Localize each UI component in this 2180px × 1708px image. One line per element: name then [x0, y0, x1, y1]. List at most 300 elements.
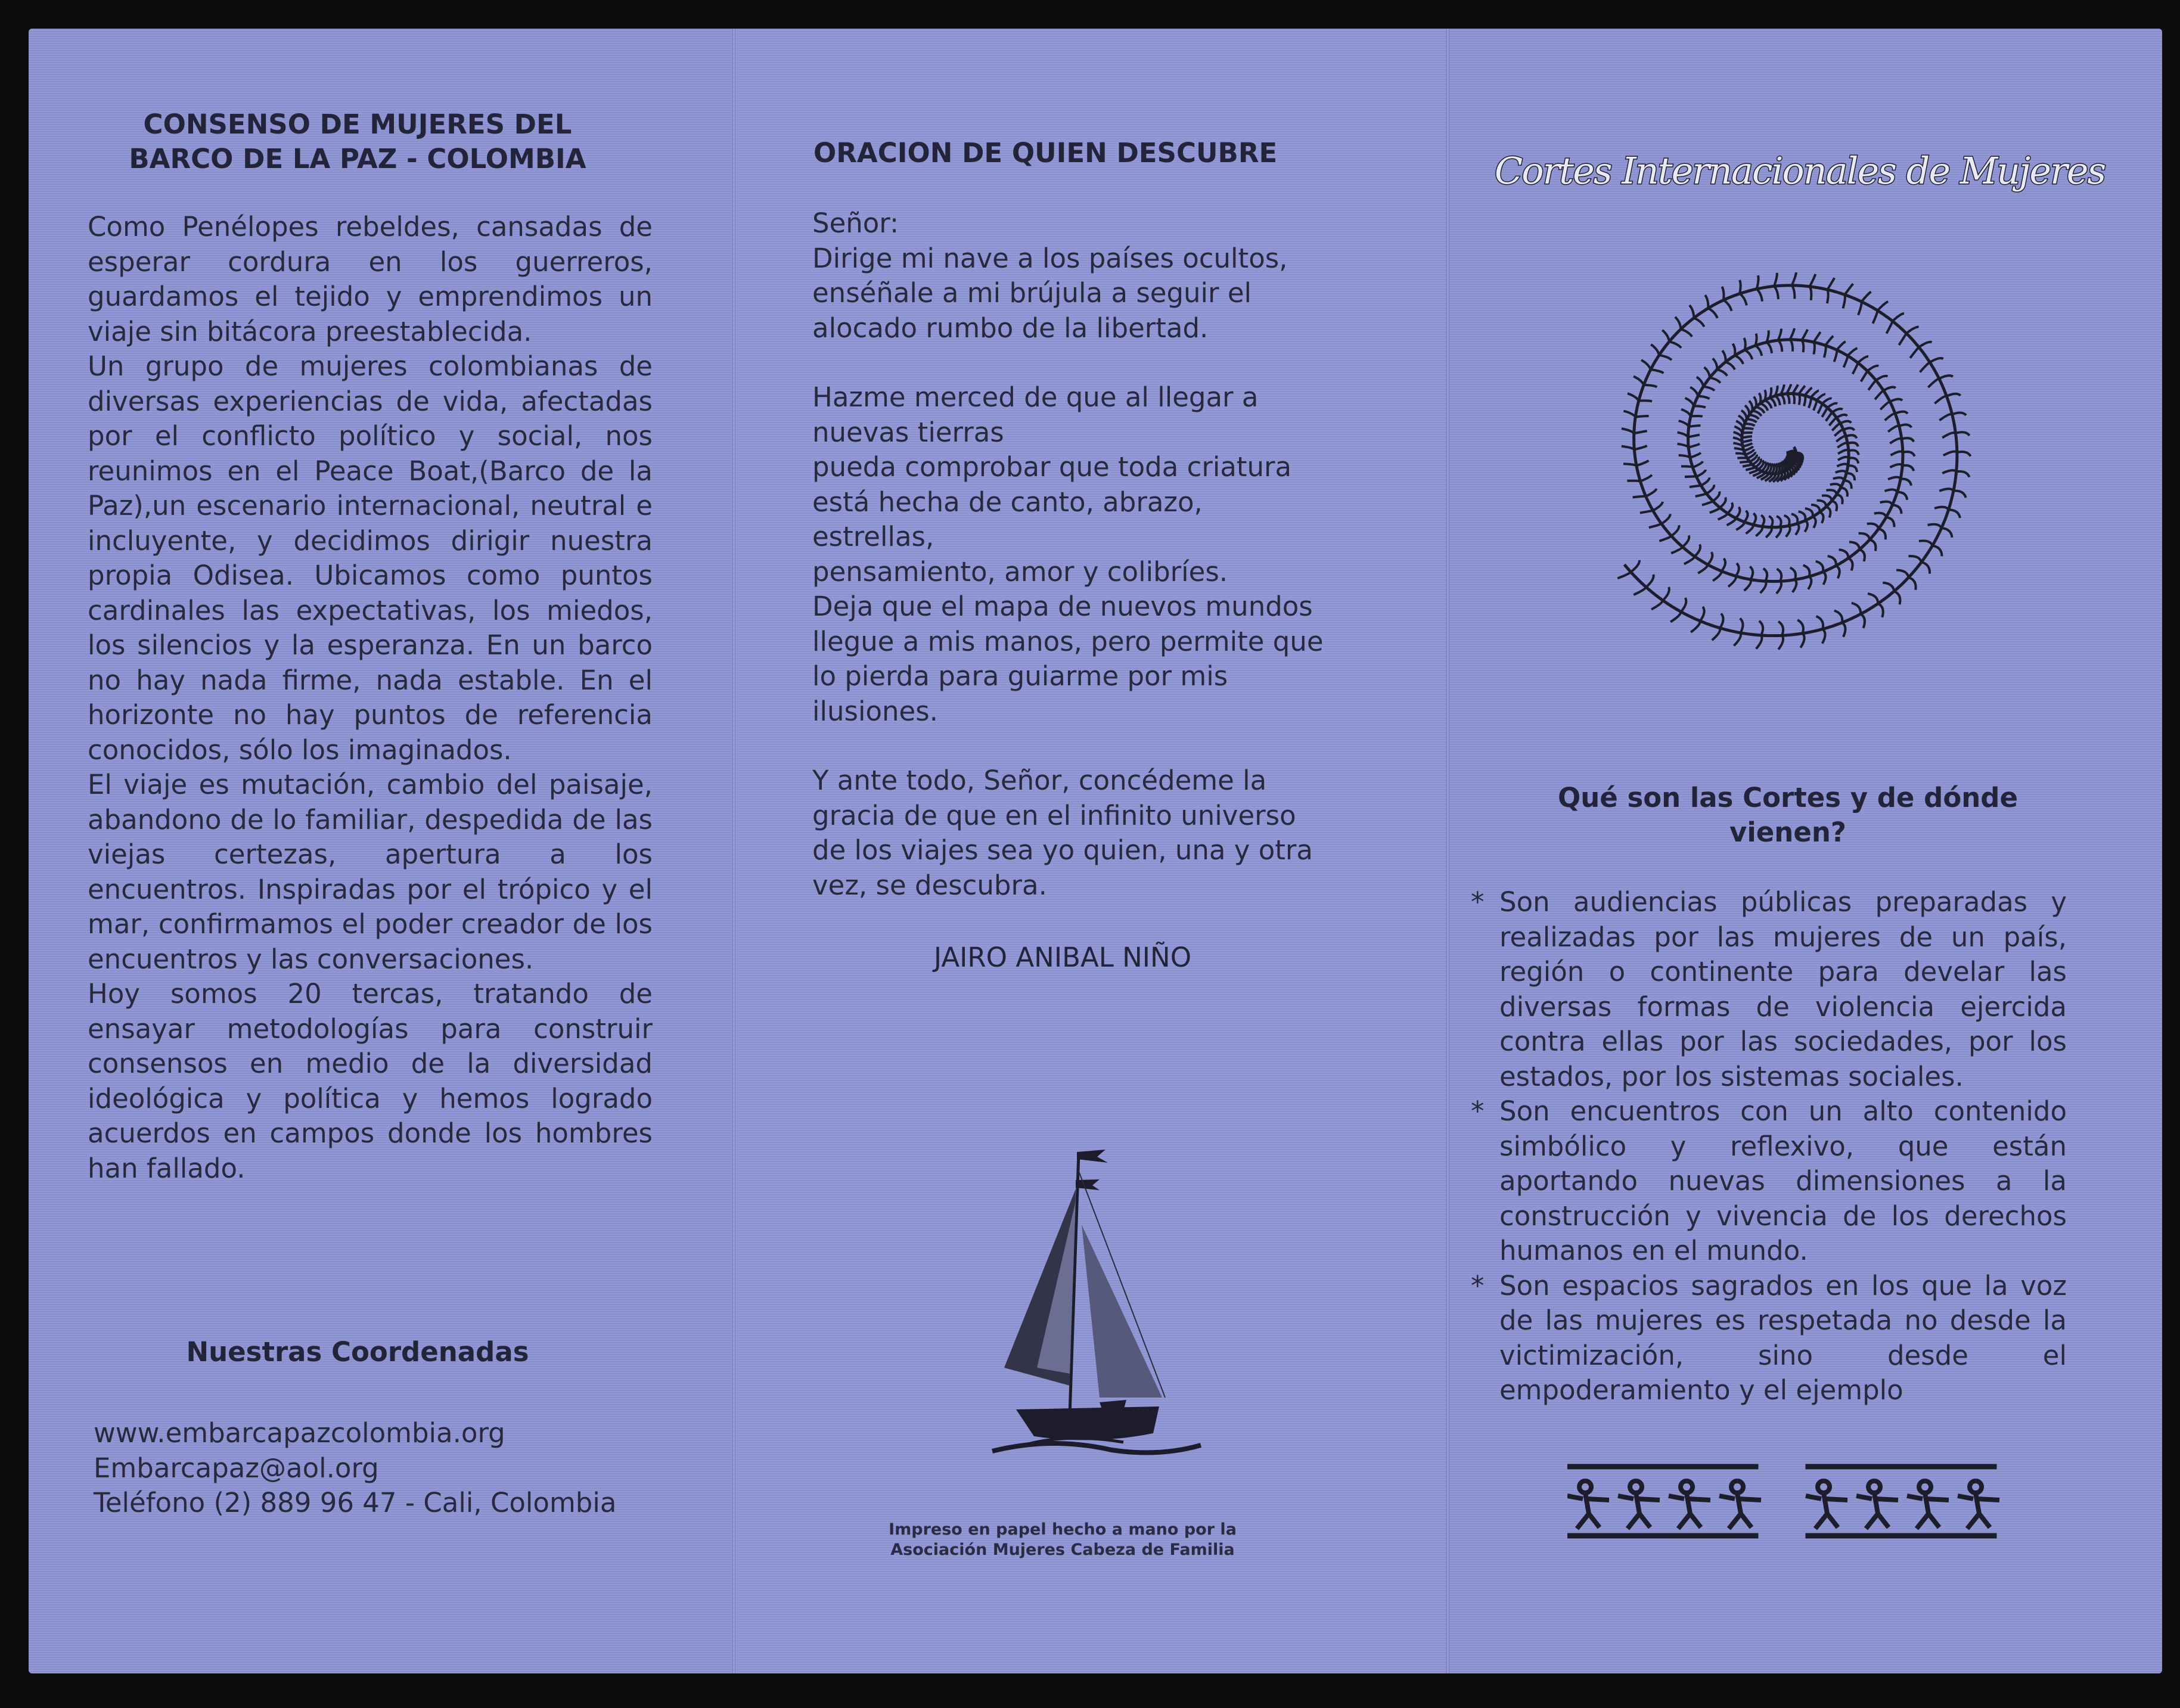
spiral-leaf	[1825, 336, 1833, 346]
spiral-leaf	[1834, 611, 1843, 623]
spiral-leaf	[1744, 338, 1745, 350]
panel1-paragraph: El viaje es mutación, cambio del paisaje, abandono de lo familiar, despedida de las viejas certezas, apertura a los encuentros. Inspiradas por el trópico y el mar, confirmamos el poder creador de los encuentros y las conversaciones.	[88, 769, 653, 975]
list-item	[1471, 1094, 2067, 1269]
spiral-leaf	[1808, 576, 1811, 589]
spiral-leaf	[1635, 416, 1648, 417]
spiral-leaf	[1942, 528, 1952, 538]
spiral-leaf	[1708, 308, 1718, 318]
spiral-leaf	[1746, 467, 1755, 470]
spiral-leaf	[1832, 409, 1843, 412]
spiral-leaf	[1833, 477, 1844, 480]
spiral-leaf	[1928, 379, 1939, 388]
spiral-leaf	[1804, 396, 1805, 406]
spiral-leaf	[1743, 465, 1753, 467]
spiral-leaf	[1819, 512, 1823, 523]
spiral-leaf	[1700, 607, 1704, 621]
spiral-leaf	[1844, 356, 1848, 367]
spiral-leaf	[1694, 318, 1704, 327]
spiral-leaf	[1694, 406, 1706, 408]
bullet-star: *	[1471, 886, 1485, 918]
spiral-leaf	[1740, 619, 1743, 633]
spiral-leaf	[1862, 292, 1871, 302]
spiral-leaf	[1790, 328, 1794, 340]
spiral-leaf	[1832, 423, 1840, 430]
spiral-leaf	[1895, 412, 1908, 414]
spiral-leaf	[1769, 516, 1772, 527]
spiral-leaf	[1765, 390, 1766, 400]
spiral-leaf	[1671, 547, 1682, 554]
spiral-leaf	[1930, 358, 1943, 362]
spiral-leaf	[1710, 378, 1721, 383]
frieze-border	[1567, 1533, 1758, 1538]
panel1-body	[88, 210, 653, 1186]
spiral-leaf	[1878, 302, 1889, 310]
spiral-leaf	[1902, 465, 1914, 471]
spiral-leaf	[1651, 344, 1659, 355]
spiral-leaf	[1939, 375, 1953, 378]
bullet-star: *	[1471, 1269, 1485, 1302]
spiral-leaf	[1799, 511, 1806, 520]
spiral-leaf	[1713, 571, 1722, 580]
spiral-leaf	[1777, 516, 1781, 527]
logo-text: Cortes Internacionales de Mujeres	[1494, 149, 2106, 192]
spiral-leaf	[1826, 507, 1831, 518]
spiral-leaf	[1829, 418, 1836, 426]
spiral-leaf	[1744, 579, 1751, 591]
dancing-figure	[1719, 1481, 1761, 1529]
print-credit	[706, 1520, 1419, 1560]
spiral-leaf	[1736, 563, 1739, 576]
spiral-leaf	[1827, 403, 1837, 408]
spiral-leaf	[1811, 391, 1819, 398]
spiral-leaf	[1846, 473, 1855, 480]
spiral-leaf	[1746, 524, 1753, 533]
spiral-leaf	[1790, 340, 1793, 352]
spiral-leaf	[1884, 489, 1897, 492]
spiral-leaf	[1816, 394, 1825, 400]
panel1-title-line2: BARCO DE LA PAZ - COLOMBIA	[129, 143, 586, 175]
spiral-leaf	[1710, 508, 1720, 513]
spiral-leaf	[1844, 284, 1853, 294]
spiral-leaf	[1843, 295, 1845, 309]
spiral-leaf	[1718, 513, 1728, 519]
spiral-leaf	[1870, 540, 1875, 551]
website-link[interactable]: www.embarcapazcolombia.org	[94, 1417, 505, 1449]
spiral-leaf	[1876, 376, 1888, 380]
spiral-leaf	[1954, 491, 1966, 498]
credit-line2: Asociación Mujeres Cabeza de Familia	[890, 1541, 1235, 1559]
spiral-leaf	[1681, 329, 1693, 337]
spiral-leaf	[1705, 295, 1708, 308]
spiral-leaf	[1663, 587, 1669, 600]
spiral-leaf	[1791, 514, 1797, 523]
spiral-leaf	[1702, 501, 1713, 505]
spiral-leaf	[1627, 481, 1640, 482]
poem-author: JAIRO ANIBAL NIÑO	[933, 942, 1192, 973]
spiral-leaf	[1838, 450, 1849, 454]
spiral-leaf	[1754, 397, 1756, 407]
spiral-leaf	[1774, 286, 1778, 299]
spiral-leaf	[1836, 436, 1846, 442]
spiral-leaf	[1858, 356, 1869, 363]
spiral-leaf	[1669, 341, 1681, 348]
spiral-leaf	[1651, 369, 1664, 373]
spiral-leaf	[1636, 461, 1649, 466]
spiral-leaf	[1867, 366, 1878, 371]
spiral-leaf	[1837, 443, 1847, 448]
spiral-leaf	[1623, 464, 1636, 465]
spiral-leaf	[1892, 505, 1901, 514]
spiral-leaf	[1946, 394, 1960, 396]
spiral-leaf	[1891, 451, 1903, 455]
spiral-leaf	[1766, 527, 1772, 538]
spiral-leaf	[1670, 612, 1681, 622]
dancing-figure	[1567, 1481, 1609, 1529]
spiral-leaf	[1810, 274, 1816, 287]
spiral-leaf	[1799, 395, 1800, 405]
spiral-leaf	[1659, 355, 1672, 360]
spiral-leaf	[1793, 394, 1794, 405]
spiral-leaf	[1909, 577, 1916, 590]
spiral-leaf	[1837, 415, 1847, 418]
spiral-leaf	[1784, 515, 1790, 526]
panel2-title: ORACION DE QUIEN DESCUBRE	[813, 137, 1278, 169]
spiral-leaf	[1803, 565, 1810, 576]
spiral-leaf	[1766, 330, 1768, 342]
spiral-leaf	[1848, 465, 1857, 472]
spiral-leaf	[1792, 272, 1796, 285]
spiral-leaf	[1634, 446, 1647, 449]
spiral-leaf	[1838, 457, 1849, 460]
spiral-leaf	[1682, 536, 1689, 547]
poem-stanza: Hazme merced de que al llegar a nuevas tierras pueda comprobar que toda criatura está hecha de canto, abrazo, estrellas, pensamiento, amor y colibríes. Deja que el mapa de nuevos mundos llegue a mis manos, pero permite que lo pierda para guiarme por mis ilusiones.	[812, 381, 1324, 727]
spiral-leaf	[1834, 430, 1843, 436]
spiral-leaf	[1688, 444, 1700, 448]
spiral-leaf	[1874, 513, 1886, 517]
spiral-leaf	[1698, 396, 1709, 399]
spiral-leaf	[1713, 492, 1719, 501]
spiral-leaf	[1679, 421, 1689, 427]
spiral-leaf	[1799, 386, 1805, 394]
spiral-leaf	[1691, 621, 1700, 632]
spiral-leaf	[1701, 477, 1709, 485]
spiral-leaf	[1810, 287, 1812, 300]
spiral-leaf	[1684, 557, 1695, 564]
spiral-leaf	[1885, 414, 1895, 421]
spiral-leaf	[1800, 633, 1804, 648]
spiral-leaf	[1727, 518, 1736, 525]
spiral-leaf	[1750, 567, 1753, 580]
spiral-leaf	[1828, 556, 1836, 566]
spiral-leaf	[1822, 629, 1825, 644]
spiral-leaf	[1957, 452, 1971, 456]
spiral-leaf	[1839, 549, 1849, 558]
spiral-leaf	[1707, 485, 1715, 494]
spiral-leaf	[1818, 403, 1822, 414]
spiral-leaf	[1749, 401, 1753, 411]
spiral-leaf	[1633, 496, 1646, 498]
spiral-leaf	[1849, 458, 1858, 463]
list-item-text: Son encuentros con un alto contenido simbólico y reflexivo, que están aportando nuevas dimensiones a la construcción y vivencia de los derechos humanos en el mundo.	[1499, 1095, 2067, 1266]
spiral-leaf	[1792, 285, 1795, 299]
spiral-leaf	[1697, 470, 1706, 477]
spiral-leaf	[1836, 566, 1840, 578]
spiral-leaf	[1813, 332, 1821, 342]
frieze-border	[1806, 1533, 1996, 1538]
spiral-leaf	[1644, 385, 1657, 387]
spiral-leaf	[1847, 349, 1857, 356]
spiral-leaf	[1906, 327, 1919, 334]
coordinates-heading: Nuestras Coordenadas	[186, 1336, 529, 1368]
spiral-leaf	[1717, 369, 1727, 376]
spiral-leaf	[1735, 356, 1743, 364]
spiral-leaf	[1858, 302, 1862, 315]
spiral-leaf	[1690, 387, 1698, 396]
spiral-leaf	[1640, 511, 1653, 513]
spiral-leaf	[1689, 426, 1701, 427]
spiral-leaf	[1805, 521, 1808, 532]
spiral-leaf	[1639, 400, 1652, 401]
spiral-leaf	[1826, 490, 1836, 495]
spiral-leaf	[1813, 342, 1815, 354]
spiral-leaf	[1747, 419, 1757, 422]
contact-block	[94, 1416, 660, 1521]
spiral-leaf	[1704, 367, 1710, 378]
spiral-leaf	[1880, 502, 1893, 505]
spiral-leaf	[1899, 333, 1906, 345]
spiral-leaf	[1672, 525, 1679, 536]
spiral-leaf	[1745, 350, 1753, 359]
frieze-border	[1806, 1464, 1996, 1469]
spiral-leaf	[1649, 524, 1662, 527]
spiral-leaf	[1899, 425, 1912, 428]
spiral-leaf	[1837, 464, 1847, 467]
spiral-leaf	[1813, 517, 1816, 528]
spiral-leaf	[1949, 510, 1960, 518]
spiral-leaf	[1628, 393, 1639, 400]
panel1-title-line1: CONSENSO DE MUJERES DEL	[143, 108, 572, 140]
spiral-leaf	[1787, 394, 1790, 404]
spiral-leaf	[1893, 313, 1904, 321]
spiral-leaf	[1770, 387, 1772, 398]
spiral-leaf	[1830, 484, 1841, 487]
spiral-leaf	[1827, 278, 1834, 290]
spiral-leaf	[1868, 594, 1878, 604]
spiral-leaf	[1849, 542, 1859, 549]
spiral-leaf	[1698, 564, 1707, 573]
spiral-leaf	[1662, 330, 1669, 341]
spiral-leaf	[1919, 342, 1932, 347]
spiral-leaf	[1902, 438, 1914, 442]
spiral-leaf	[1742, 440, 1752, 442]
spiral-leaf	[1736, 507, 1740, 518]
spiral-leaf	[1690, 453, 1701, 458]
spiral-leaf	[1733, 344, 1735, 356]
fold-line	[1446, 29, 1449, 1673]
spiral-leaf	[1933, 546, 1942, 557]
spiral-leaf	[1897, 492, 1907, 500]
spiral-leaf	[1888, 477, 1900, 480]
list-item	[1471, 1269, 2067, 1408]
spiral-leaf	[1760, 581, 1766, 593]
spiral-leaf	[1759, 621, 1763, 635]
spiral-leaf	[1675, 317, 1681, 330]
spiral-leaf	[1743, 428, 1753, 430]
spiral-leaf	[1681, 466, 1693, 467]
spiral-leaf	[1744, 511, 1748, 522]
spiral-leaf	[1813, 400, 1816, 411]
spiral-leaf	[1859, 533, 1870, 540]
spiral-leaf	[1713, 358, 1718, 369]
question-line1: Qué son las Cortes y de dónde	[1557, 782, 2018, 813]
spiral-leaf	[1681, 598, 1687, 611]
spiral-leaf	[1852, 603, 1861, 614]
spiral-leaf	[1884, 387, 1896, 391]
spiral-leaf	[1848, 558, 1852, 571]
spiral-leaf	[1793, 580, 1797, 592]
spiral-leaf	[1703, 387, 1715, 391]
spiral-leaf	[1822, 399, 1832, 404]
spiral-leaf	[1723, 300, 1732, 311]
email-link[interactable]: Embarcapaz@aol.org	[94, 1452, 379, 1484]
spiral-leaf	[1942, 470, 1957, 473]
spiral-leaf	[1805, 388, 1812, 396]
spiral-leaf	[1919, 541, 1933, 545]
spiral-leaf	[1921, 562, 1930, 573]
sailboat-icon	[980, 1135, 1207, 1469]
spiral-leaf	[1749, 415, 1759, 419]
spiral-leaf	[1722, 350, 1726, 362]
spiral-leaf	[1756, 635, 1762, 649]
spiral-leaf	[1861, 371, 1868, 382]
spiral-leaf	[1823, 572, 1826, 585]
spiral-leaf	[1957, 471, 1970, 477]
spiral-leaf	[1763, 569, 1767, 581]
spiral-leaf	[1928, 524, 1942, 528]
cortes-list	[1471, 885, 2067, 1408]
spiral-leaf	[1840, 421, 1851, 424]
spiral-leaf	[1900, 479, 1911, 486]
cortes-logo	[1478, 130, 2122, 213]
spiral-leaf	[1745, 424, 1755, 426]
spiral-leaf	[1778, 635, 1783, 650]
spiral-leaf	[1743, 443, 1752, 447]
spiral-leaf	[1890, 439, 1902, 443]
spiral-leaf	[1651, 601, 1663, 610]
spiral-leaf	[1843, 428, 1854, 430]
spiral-leaf	[1824, 346, 1826, 358]
spiral-leaf	[1880, 402, 1890, 409]
fold-line	[732, 29, 735, 1673]
spiral-leaf	[1722, 558, 1725, 572]
spiral-leaf	[1886, 517, 1895, 527]
spiral-leaf	[1681, 409, 1691, 417]
spiral-leaf	[1766, 342, 1772, 353]
spiral-leaf	[1774, 273, 1777, 286]
panel1-paragraph: Como Penélopes rebeldes, cansadas de esperar cordura en los guerreros, guardamos el tejido y emprendimos un viaje sin bitácora preestablecida.	[88, 211, 653, 347]
spiral-leaf	[1622, 428, 1634, 433]
spiral-leaf	[1761, 515, 1764, 526]
frieze-border	[1567, 1464, 1758, 1469]
spiral-leaf	[1708, 552, 1713, 564]
spiral-leaf	[1797, 620, 1803, 633]
spiral-leaf	[1757, 275, 1759, 289]
spiral-leaf	[1646, 489, 1657, 496]
spiral-leaf	[1867, 524, 1878, 529]
spiral-leaf	[1873, 310, 1878, 324]
spiral-leaf	[1695, 545, 1700, 557]
spiral-leaf	[1868, 380, 1876, 390]
spiral-leaf	[1778, 622, 1783, 636]
spiral-leaf	[1735, 454, 1746, 455]
spiral-leaf	[1695, 493, 1707, 496]
spiral-leaf	[1910, 347, 1919, 358]
spiral-leaf	[1816, 616, 1824, 629]
spiral-leaf	[1646, 574, 1654, 587]
spiral-leaf	[1920, 362, 1930, 372]
spiral-leaf	[1827, 290, 1828, 303]
spiral-leaf	[1659, 536, 1671, 541]
spiral-leaf	[1890, 399, 1902, 402]
spiral-leaf	[1759, 393, 1761, 403]
spiral-leaf	[1622, 446, 1635, 450]
spiral-leaf	[1834, 350, 1837, 362]
spiral-leaf	[1712, 628, 1721, 640]
dancing-figure	[1958, 1481, 1999, 1529]
bullet-star: *	[1471, 1095, 1485, 1127]
spiral-leaf	[1653, 502, 1663, 511]
spiral-leaf	[1631, 560, 1639, 572]
spiral-leaf	[1790, 568, 1796, 580]
spiral-leaf	[1726, 362, 1735, 369]
poem-body	[812, 206, 1378, 937]
spiral-leaf	[1720, 498, 1726, 508]
spiral-leaf	[1805, 508, 1813, 517]
spiral-leaf	[1781, 395, 1784, 405]
poem-stanza: Señor: Dirige mi nave a los países ocultos, enséñale a mi brújula a seguir el alocado rumbo de la libertad.	[812, 207, 1288, 344]
spiral-icon	[1567, 232, 1996, 662]
spiral-leaf	[1679, 455, 1690, 458]
spiral-leaf	[1886, 321, 1892, 334]
spiral-leaf	[1793, 384, 1798, 393]
spiral-leaf	[1890, 464, 1902, 467]
spiral-leaf	[1883, 583, 1894, 592]
spiral-leaf	[1934, 507, 1949, 510]
spiral-leaf	[1859, 549, 1865, 561]
spiral-leaf	[1690, 305, 1694, 318]
credit-line1: Impreso en papel hecho a mano por la	[889, 1520, 1237, 1539]
spiral-leaf	[1640, 475, 1651, 482]
dancing-figures-icon	[1567, 1463, 2008, 1541]
panel1-paragraph: Un grupo de mujeres colombianas de diversas experiencias de vida, afectadas por el conflicto político y social, nos reunimos en el Peace Boat,(Barco de la Paz),un escenario internacional, neutral e incluyente, y decidimos dirigir nuestra propia Odisea. Ubicamos como puntos cardinales las expectativas, los miedos, los silencios y la esperanza. En un barco no hay nada firme, nada estable. En el horizonte no hay puntos de referencia conocidos, sólo los imaginados.	[88, 350, 653, 766]
spiral-leaf	[1822, 495, 1831, 501]
panel1-paragraph: Hoy somos 20 tercas, tratando de ensayar metodologías para construir consensos en medio de la diversidad ideológica y política y hemos logrado acuerdos en campos donde los hombres han fallado.	[88, 978, 653, 1184]
spiral-leaf	[1688, 434, 1700, 437]
spiral-leaf	[1756, 346, 1762, 356]
spiral-leaf	[1816, 561, 1824, 572]
spiral-leaf	[1623, 411, 1635, 417]
dancing-figure	[1856, 1481, 1898, 1529]
spiral-leaf	[1753, 513, 1756, 524]
spiral-leaf	[1878, 604, 1883, 617]
spiral-leaf	[1822, 408, 1827, 417]
spiral-leaf	[1908, 556, 1921, 562]
list-item-text: Son espacios sagrados en los que la voz de las mujeres es respetada no desde la victimización, sino desde el empoderamiento y el ejemplo	[1499, 1269, 2067, 1406]
spiral-leaf	[1757, 289, 1762, 302]
spiral-leaf	[1802, 330, 1808, 340]
spiral-leaf	[1742, 436, 1752, 437]
spiral-leaf	[1952, 413, 1966, 415]
